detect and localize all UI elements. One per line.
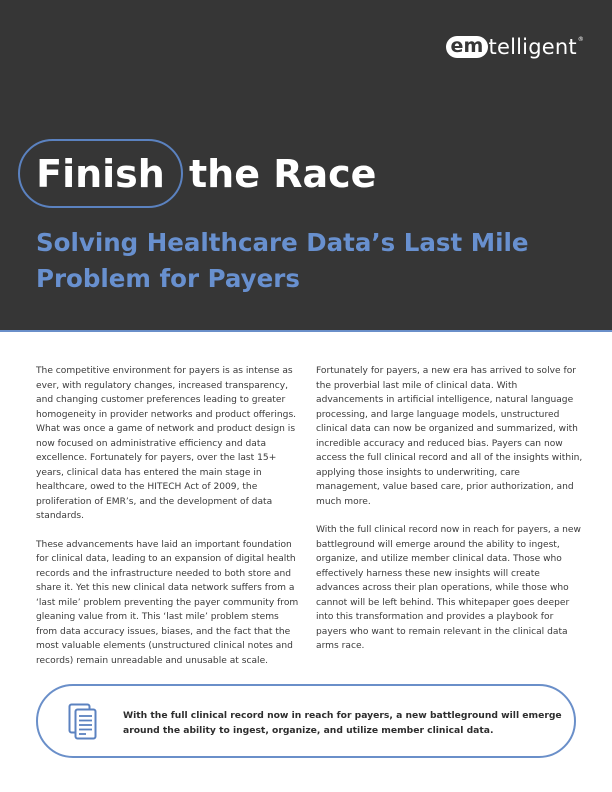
logo-prefix: em (446, 36, 487, 58)
header-divider (0, 330, 612, 332)
title-rest-text: the Race (189, 151, 377, 196)
title-highlight-text: Finish (36, 151, 165, 196)
page-title (18, 139, 376, 208)
page-subtitle: Solving Healthcare Data’s Last Mile Problem for Payers (36, 228, 529, 293)
body-paragraph: Fortunately for payers, a new era has arrived to solve for the proverbial last mile of clinical data. With advancements in artificial intelligence, natural language processing, and large language models, unstructured clinical data can now be organized and summarized, with incredible accuracy and reduced bias. Payers can now access the full clinical record and all of the insights within, applying those insights to underwriting, care management, value based care, prior authorization, and much more. (316, 366, 583, 507)
hero-banner (0, 0, 612, 330)
registered-mark: ® (577, 35, 584, 43)
body-paragraph: With the full clinical record now in reach for payers, a new battleground will emerge around the ability to ingest, organize, and utilize member clinical data. Those who effectively harness these new insights will create advances across their plan operations, while those who cannot will be left behind. This whitepaper goes deeper into this transformation and provides a playbook for payers who want to remain relevant in the clinical data arms race. (316, 525, 581, 651)
left-column (36, 364, 302, 682)
callout-box (36, 684, 576, 758)
body-paragraph: These advancements have laid an important foundation for clinical data, leading to an expansion of digital health records and the infrastructure needed to both store and share it. Yet this new clinical data network suffers from a ‘last mile’ problem preventing the payer community from gleaning value from it. This ‘last mile’ problem stems from data accuracy issues, biases, and the fact that the most valuable elements (unstructured clinical notes and records) remain unreadable and unusable at scale. (36, 539, 299, 666)
logo-suffix: telligent (488, 35, 577, 59)
documents-icon (68, 703, 98, 741)
callout-text: With the full clinical record now in reach for payers, a new battleground will emerge around the ability to ingest, organize, and utilize member clinical data. (123, 710, 562, 736)
body-paragraph: The competitive environment for payers is as intense as ever, with regulatory changes, increased transparency, and changing customer preferences leading to greater homogeneity in provider networks and product offerings. What was once a game of network and product design is now focused on administrative efficiency and data excellence. Fortunately for payers, over the last 15+ years, clinical data has entered the main stage in healthcare, owed to the HITECH Act of 2009, the proliferation of EMR’s, and the development of data standards. (36, 366, 297, 521)
emtelligent-logo (446, 35, 584, 59)
right-column (316, 364, 584, 668)
title-highlight-pill (18, 139, 183, 208)
